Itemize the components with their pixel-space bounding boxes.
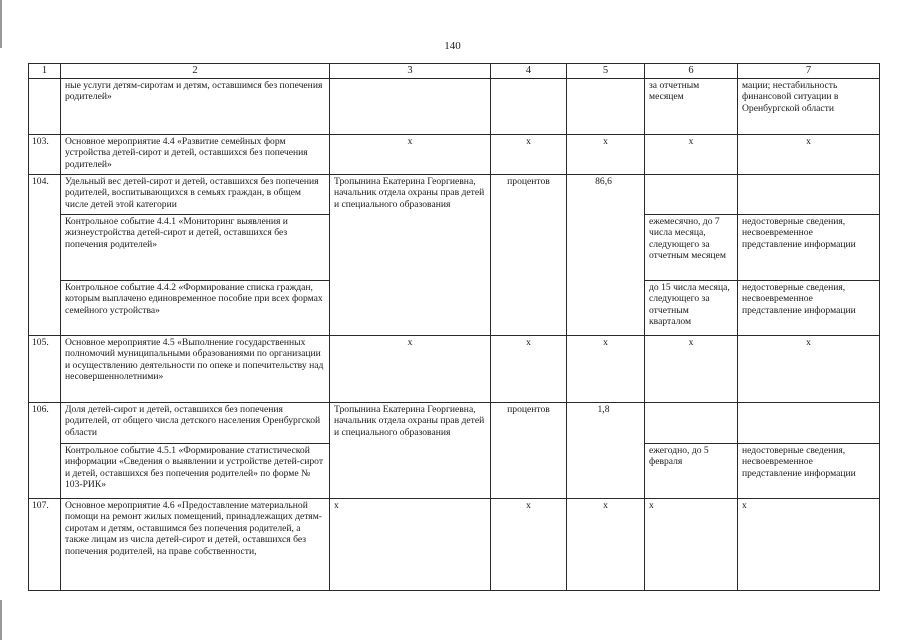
column-header: 5 (567, 64, 645, 79)
column-header: 4 (491, 64, 567, 79)
table-row (29, 444, 880, 499)
unit-cell: х (491, 499, 567, 591)
table-row (29, 281, 880, 336)
value-cell (567, 215, 645, 281)
responsible-cell: Тропынина Екатерина Георгиевна, начальник отдела охраны прав детей и специального образования (330, 175, 491, 215)
left-margin-mark (0, 600, 2, 640)
unit-cell: процентов (491, 175, 567, 215)
description-cell: Основное мероприятие 4.4 «Развитие семейных форм устройства детей-сирот и детей, оставшихся без попечения родителей» (61, 135, 330, 175)
responsible-cell: Тропынина Екатерина Георгиевна, начальник отдела охраны прав детей и специального образования (330, 403, 491, 444)
row-number-cell: 103. (29, 135, 61, 175)
deadline-cell: ежегодно, до 5 февраля (645, 444, 738, 499)
risk-cell (738, 175, 880, 215)
responsible-cell (330, 215, 491, 281)
column-header: 1 (29, 64, 61, 79)
unit-cell (491, 444, 567, 499)
row-number-cell (29, 444, 61, 499)
value-cell (567, 444, 645, 499)
value-cell: х (567, 135, 645, 175)
risk-cell: недостоверные сведения, несвоевременное представление информации (738, 281, 880, 336)
table-row (29, 215, 880, 281)
unit-cell: х (491, 336, 567, 403)
column-header: 3 (330, 64, 491, 79)
row-number-cell (29, 215, 61, 281)
column-header: 6 (645, 64, 738, 79)
value-cell: 86,6 (567, 175, 645, 215)
responsible-cell: х (330, 499, 491, 591)
unit-cell: х (491, 135, 567, 175)
value-cell: х (567, 336, 645, 403)
risk-cell (738, 403, 880, 444)
header-row (29, 64, 880, 79)
row-number-cell (29, 281, 61, 336)
row-number-cell: 106. (29, 403, 61, 444)
risk-cell: мации; нестабильность финансовой ситуации в Оренбургской области (738, 79, 880, 135)
risk-cell: х (738, 336, 880, 403)
deadline-cell (645, 403, 738, 444)
responsible-cell (330, 444, 491, 499)
responsible-cell (330, 79, 491, 135)
description-cell: Контрольное событие 4.4.1 «Мониторинг выявления и жизнеустройства детей-сирот и детей, оставшихся без попечения родителей» (61, 215, 330, 281)
table-row (29, 403, 880, 444)
row-number-cell (29, 79, 61, 135)
risk-cell: х (738, 135, 880, 175)
deadline-cell: ежемесячно, до 7 числа месяца, следующего за отчетным месяцем (645, 215, 738, 281)
description-cell: Удельный вес детей-сирот и детей, оставшихся без попечения родителей, воспитывающихся в семьях граждан, в общем числе детей этой категории (61, 175, 330, 215)
unit-cell (491, 281, 567, 336)
unit-cell (491, 215, 567, 281)
description-cell: Доля детей-сирот и детей, оставшихся без попечения родителей, от общего числа детского населения Оренбургской области (61, 403, 330, 444)
table-row (29, 79, 880, 135)
value-cell (567, 79, 645, 135)
value-cell (567, 281, 645, 336)
table-row (29, 175, 880, 215)
column-header: 7 (738, 64, 880, 79)
table-row (29, 336, 880, 403)
responsible-cell: х (330, 135, 491, 175)
deadline-cell: х (645, 499, 738, 591)
deadline-cell: до 15 числа месяца, следующего за отчетным кварталом (645, 281, 738, 336)
page-number: 140 (444, 40, 461, 52)
deadline-cell (645, 175, 738, 215)
responsible-cell (330, 281, 491, 336)
description-cell: ные услуги детям-сиротам и детям, оставшимся без попечения родителей» (61, 79, 330, 135)
plan-table (28, 63, 880, 591)
unit-cell (491, 79, 567, 135)
description-cell: Контрольное событие 4.4.2 «Формирование списка граждан, которым выплачено единовременное пособие при всех формах семейного устройства» (61, 281, 330, 336)
risk-cell: недостоверные сведения, несвоевременное представление информации (738, 444, 880, 499)
column-header: 2 (61, 64, 330, 79)
row-number-cell: 107. (29, 499, 61, 591)
deadline-cell: х (645, 135, 738, 175)
risk-cell: недостоверные сведения, несвоевременное представление информации (738, 215, 880, 281)
description-cell: Основное мероприятие 4.6 «Предоставление материальной помощи на ремонт жилых помещений, принадлежащих детям-сиротам и детям, оставшимся без попечения родителей, а также лицам из числа детей-сирот и детей, оставшихся без попечения родителей, на праве собственности, (61, 499, 330, 591)
value-cell: х (567, 499, 645, 591)
table-row (29, 499, 880, 591)
value-cell: 1,8 (567, 403, 645, 444)
table-row (29, 135, 880, 175)
row-number-cell: 104. (29, 175, 61, 215)
deadline-cell: х (645, 336, 738, 403)
responsible-cell: х (330, 336, 491, 403)
row-number-cell: 105. (29, 336, 61, 403)
risk-cell: х (738, 499, 880, 591)
description-cell: Контрольное событие 4.5.1 «Формирование статистической информации «Сведения о выявлении и устройстве детей-сирот и детей, оставшихся без попечения родителей» по форме № 103-РИК» (61, 444, 330, 499)
unit-cell: процентов (491, 403, 567, 444)
deadline-cell: за отчетным месяцем (645, 79, 738, 135)
description-cell: Основное мероприятие 4.5 «Выполнение государственных полномочий муниципальными образованиями по организации и осуществлению деятельности по опеке и попечительству над несовершеннолетними» (61, 336, 330, 403)
